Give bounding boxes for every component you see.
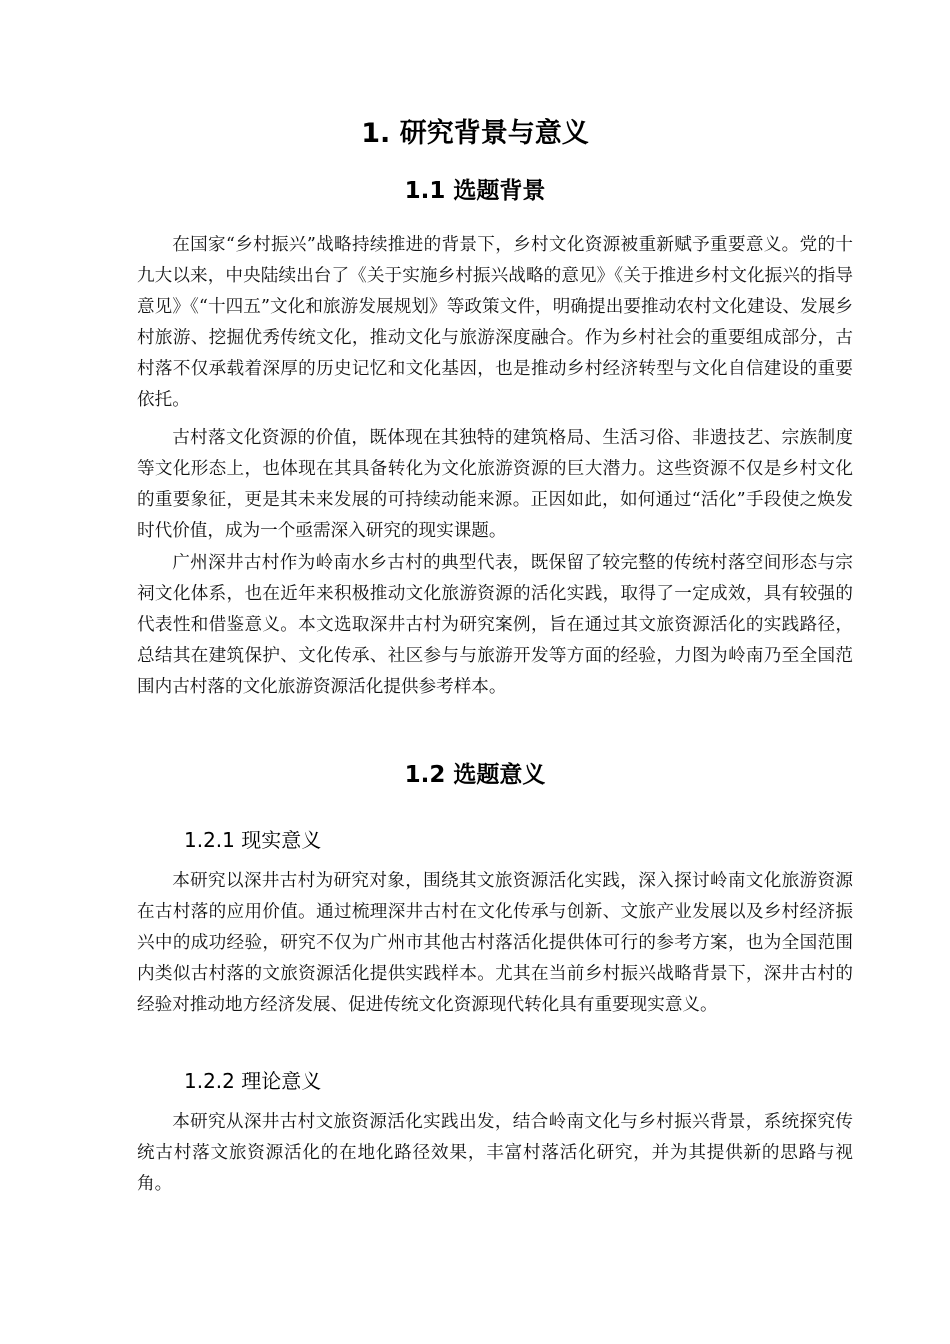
practical-significance-paragraph: 本研究以深井古村为研究对象，围绕其文旅资源活化实践，深入探讨岭南文化旅游资源在古村落的应用价值。通过梳理深井古村在文化传承与创新、文旅产业发展以及乡村经济振兴中的成功经验，研究不仅为广州市其他古村落活化提供体可行的参考方案，也为全国范围内类似古村落的文旅资源活化提供实践样本。尤其在当前乡村振兴战略背景下，深井古村的经验对推动地方经济发展、促进传统文化资源现代转化具有重要现实意义。 bbox=[137, 871, 853, 1015]
subsection-heading-theoretical: 1.2.2 理论意义 bbox=[184, 1069, 322, 1093]
background-paragraph-2: 古村落文化资源的价值，既体现在其独特的建筑格局、生活习俗、非遗技艺、宗族制度等文化形态上，也体现在其具备转化为文化旅游资源的巨大潜力。这些资源不仅是乡村文化的重要象征，更是其未来发展的可持续动能来源。正因如此，如何通过“活化”手段使之焕发时代价值，成为一个亟需深入研究的现实课题。 bbox=[137, 428, 853, 541]
section-heading-background: 1.1 选题背景 bbox=[404, 178, 546, 204]
subsection-heading-practical: 1.2.1 现实意义 bbox=[184, 828, 322, 852]
background-paragraph-1: 在国家“乡村振兴”战略持续推进的背景下，乡村文化资源被重新赋予重要意义。党的十九大以来，中央陆续出台了《关于实施乡村振兴战略的意见》《关于推进乡村文化振兴的指导意见》《“十四五”文化和旅游发展规划》等政策文件，明确提出要推动农村文化建设、发展乡村旅游、挖掘优秀传统文化，推动文化与旅游深度融合。作为乡村社会的重要组成部分，古村落不仅承载着深厚的历史记忆和文化基因，也是推动乡村经济转型与文化自信建设的重要依托。 bbox=[137, 235, 853, 410]
chapter-title: 1. 研究背景与意义 bbox=[361, 118, 589, 149]
background-paragraph-3: 广州深井古村作为岭南水乡古村的典型代表，既保留了较完整的传统村落空间形态与宗祠文化体系，也在近年来积极推动文化旅游资源的活化实践，取得了一定成效，具有较强的代表性和借鉴意义。本文选取深井古村为研究案例，旨在通过其文旅资源活化的实践路径，总结其在建筑保护、文化传承、社区参与与旅游开发等方面的经验，力图为岭南乃至全国范围内古村落的文化旅游资源活化提供参考样本。 bbox=[137, 553, 853, 697]
section-heading-significance: 1.2 选题意义 bbox=[404, 762, 546, 788]
theoretical-significance-paragraph: 本研究从深井古村文旅资源活化实践出发，结合岭南文化与乡村振兴背景，系统探究传统古村落文旅资源活化的在地化路径效果，丰富村落活化研究，并为其提供新的思路与视角。 bbox=[137, 1112, 853, 1194]
